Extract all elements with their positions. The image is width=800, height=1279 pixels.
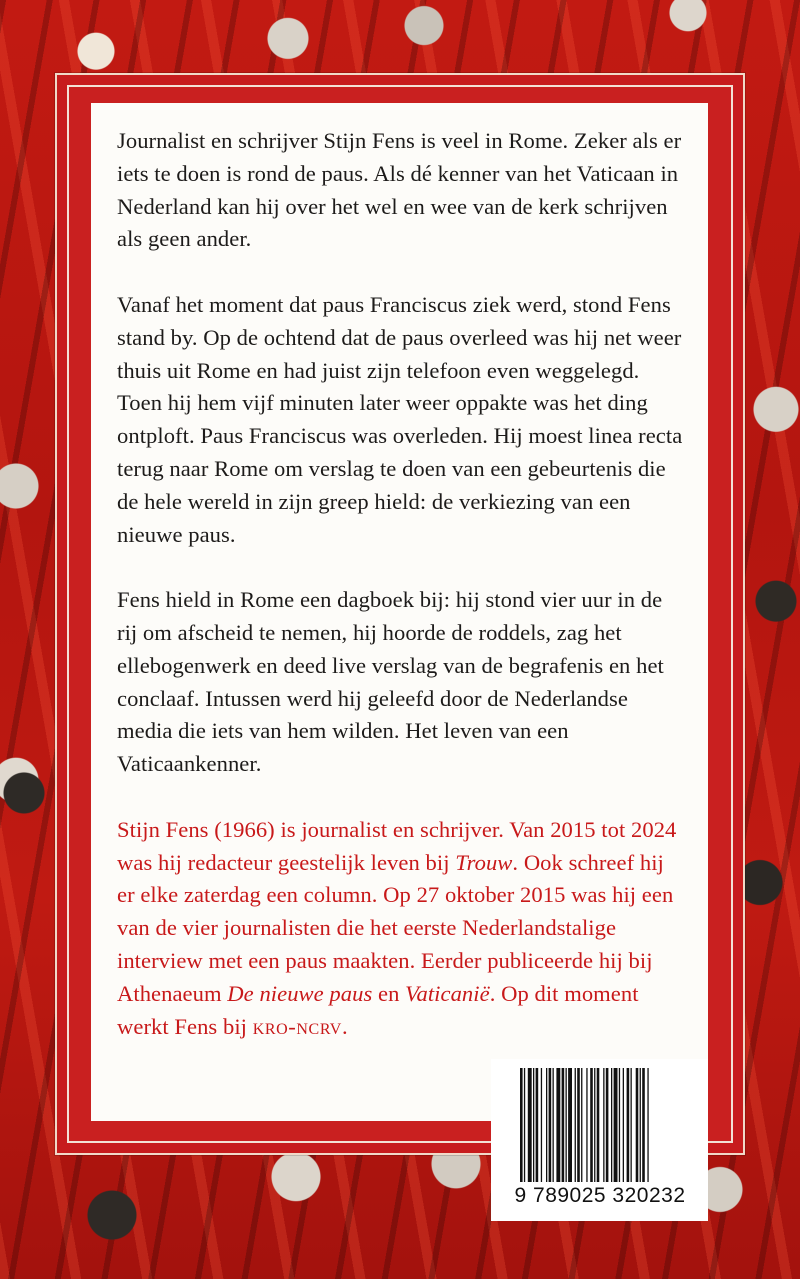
bio-text-4: . Op dit moment werkt Fens bij — [117, 980, 639, 1039]
isbn-number: 9 789025 320232 — [514, 1184, 686, 1207]
blurb-paragraph-3: Fens hield in Rome een dagboek bij: hij stond vier uur in de rij om afscheid te nemen, hij hoorde de roddels, zag het ellebogenwerk en deed live verslag van de begrafenis en het conclaaf. Intussen werd hij geleefd door de Nederlandse media die iets van hem wilden. Het leven van een Vaticaankenner. — [117, 587, 664, 777]
bio-book-2: Vaticanië — [405, 980, 490, 1006]
bio-text-2: . Ook schreef hij er elke zaterdag een column. Op 27 oktober 2015 was hij een van de vier journalisten die het eerste Nederlandstalige interview met een paus maakten. Eerder publiceerde hij bij Athenaeum — [117, 849, 674, 1006]
bio-text-1: Stijn Fens (1966) is journalist en schrijver. Van 2015 tot 2024 was hij redacteur geestelijk leven bij — [117, 816, 677, 875]
back-cover-text — [117, 125, 687, 1043]
author-bio — [117, 814, 687, 1044]
barcode-icon — [520, 1068, 682, 1182]
blurb-paragraph-2: Vanaf het moment dat paus Franciscus ziek werd, stond Fens stand by. Op de ochtend dat de paus overleed was hij net weer thuis uit Rome en had juist zijn telefoon even weggelegd. Toen hij hem vijf minuten later weer oppakte was het ding ontploft. Paus Franciscus was overleden. Hij moest linea recta terug naar Rome om verslag te doen van een gebeurtenis die de hele wereld in zijn greep hield: de verkiezing van een nieuwe paus. — [117, 291, 683, 547]
bio-text-5: . — [341, 1013, 348, 1039]
bio-employer: kro-ncrv — [252, 1013, 342, 1039]
bio-text-3: en — [372, 980, 406, 1006]
bio-newspaper: Trouw — [455, 849, 513, 875]
blurb-paragraph-1: Journalist en schrijver Stijn Fens is veel in Rome. Zeker als er iets te doen is rond de paus. Als dé kenner van het Vaticaan in Nederland kan hij over het wel en wee van de kerk schrijven als geen ander. — [117, 128, 682, 252]
bio-book-1: De nieuwe paus — [227, 980, 373, 1006]
